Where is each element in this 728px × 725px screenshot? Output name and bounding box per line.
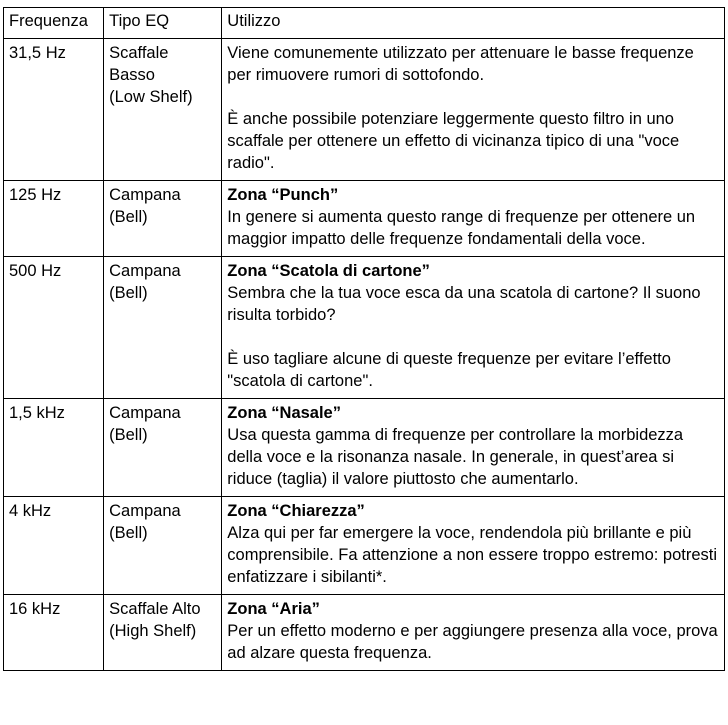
usage-paragraph: Usa questa gamma di frequenze per controllare la morbidezza della voce e la risonanza nasale. In generale, in quest’area si riduce (taglia) il valore piuttosto che aumentarlo.	[227, 426, 684, 488]
eq-type-line: Campana	[109, 262, 181, 280]
usage-cell	[222, 399, 725, 497]
eq-type-line: (High Shelf)	[109, 622, 197, 640]
eq-type-line: (Bell)	[109, 524, 148, 542]
eq-type-line: Basso	[109, 66, 155, 84]
eq-type-line: Campana	[109, 186, 181, 204]
table-header	[4, 8, 725, 39]
usage-paragraph: Viene comunemente utilizzato per attenuare le basse frequenze per rimuovere rumori di sottofondo.	[227, 44, 694, 84]
zone-title: Zona “Aria”	[227, 600, 320, 618]
eq-type-cell	[104, 497, 222, 595]
table-row	[4, 595, 725, 671]
zone-title: Zona “Scatola di cartone”	[227, 262, 430, 280]
eq-type-cell	[104, 595, 222, 671]
usage-paragraph: È uso tagliare alcune di queste frequenze per evitare l’effetto "scatola di cartone".	[227, 350, 671, 390]
eq-type-cell	[104, 257, 222, 399]
usage-paragraph: È anche possibile potenziare leggermente questo filtro in uno scaffale per ottenere un effetto di vicinanza tipico di una "voce radio".	[227, 110, 680, 172]
table-body	[4, 39, 725, 671]
header-frequency: Frequenza	[4, 8, 104, 39]
frequency-cell: 125 Hz	[4, 181, 104, 257]
usage-paragraph: Per un effetto moderno e per aggiungere presenza alla voce, prova ad alzare questa frequenza.	[227, 622, 718, 662]
table-row	[4, 181, 725, 257]
table-row	[4, 39, 725, 181]
frequency-cell: 1,5 kHz	[4, 399, 104, 497]
zone-title: Zona “Punch”	[227, 186, 339, 204]
usage-cell	[222, 257, 725, 399]
header-eq-type: Tipo EQ	[104, 8, 222, 39]
frequency-cell: 500 Hz	[4, 257, 104, 399]
frequency-cell: 16 kHz	[4, 595, 104, 671]
frequency-cell: 4 kHz	[4, 497, 104, 595]
eq-type-cell	[104, 39, 222, 181]
eq-type-line: (Low Shelf)	[109, 88, 193, 106]
zone-title: Zona “Nasale”	[227, 404, 341, 422]
usage-paragraph: Sembra che la tua voce esca da una scatola di cartone? Il suono risulta torbido?	[227, 284, 701, 324]
eq-type-line: (Bell)	[109, 426, 148, 444]
eq-type-line: (Bell)	[109, 208, 148, 226]
header-usage: Utilizzo	[222, 8, 725, 39]
frequency-cell: 31,5 Hz	[4, 39, 104, 181]
eq-type-line: Scaffale	[109, 44, 169, 62]
header-row	[4, 8, 725, 39]
eq-type-line: Scaffale Alto	[109, 600, 201, 618]
eq-type-line: Campana	[109, 404, 181, 422]
table-row	[4, 257, 725, 399]
eq-type-cell	[104, 399, 222, 497]
eq-type-cell	[104, 181, 222, 257]
usage-cell	[222, 595, 725, 671]
table-row	[4, 399, 725, 497]
usage-cell	[222, 497, 725, 595]
usage-cell	[222, 181, 725, 257]
usage-cell	[222, 39, 725, 181]
eq-frequency-table	[3, 7, 725, 671]
usage-paragraph: Alza qui per far emergere la voce, rendendola più brillante e più comprensibile. Fa attenzione a non essere troppo estremo: potresti enfatizzare i sibilanti*.	[227, 524, 718, 586]
table-row	[4, 497, 725, 595]
eq-type-line: (Bell)	[109, 284, 148, 302]
usage-paragraph: In genere si aumenta questo range di frequenze per ottenere un maggior impatto delle frequenze fondamentali della voce.	[227, 208, 696, 248]
eq-type-line: Campana	[109, 502, 181, 520]
zone-title: Zona “Chiarezza”	[227, 502, 365, 520]
